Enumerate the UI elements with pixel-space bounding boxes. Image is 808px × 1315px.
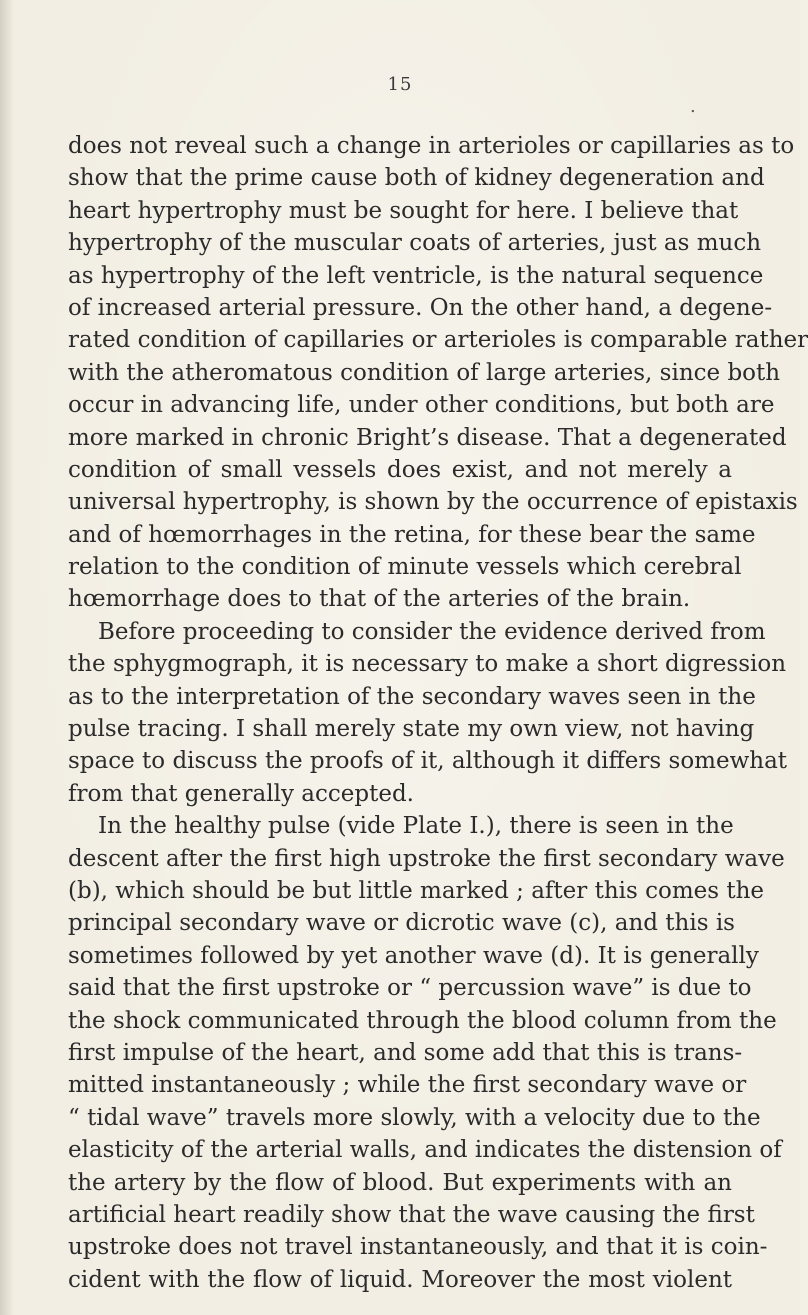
text-line: does not reveal such a change in arterioles or capillaries as to [68, 133, 795, 159]
text-line: space to discuss the proofs of it, although it differs somewhat [68, 748, 788, 775]
text-line: artificial heart readily show that the wave causing the first [68, 1201, 755, 1228]
text-line: and of hœmorrhages in the retina, for these bear the same [68, 521, 756, 548]
text-line: heart hypertrophy must be sought for here. I believe that [68, 197, 739, 224]
text-line: sometimes followed by yet another wave (d). It is generally [68, 942, 759, 969]
text-line: hœmorrhage does to that of the arteries of the brain. [68, 586, 691, 613]
text-line: upstroke does not travel instantaneously, and that it is coin- [68, 1234, 768, 1261]
text-line: elasticity of the arterial walls, and indicates the distension of [68, 1137, 782, 1164]
text-line: mitted instantaneously ; while the first secondary wave or [68, 1072, 747, 1099]
page-mark: . [690, 96, 696, 117]
text-line: rated condition of capillaries or arterioles is comparable rather [68, 327, 808, 354]
text-line: of increased arterial pressure. On the other hand, a degene- [68, 294, 773, 321]
text-line: with the atheromatous condition of large arteries, since both [68, 359, 781, 386]
text-line: show that the prime cause both of kidney degeneration and [68, 165, 765, 192]
text-line: the shock communicated through the blood column from the [68, 1007, 777, 1034]
text-line: pulse tracing. I shall merely state my own view, not having [68, 716, 755, 743]
text-line: cident with the flow of liquid. Moreover the most violent [68, 1266, 732, 1293]
body-text [68, 130, 808, 1296]
text-line: Before proceeding to consider the evidence derived from [98, 618, 766, 645]
text-line: condition of small vessels does exist, and not merely a [68, 456, 732, 483]
text-line: In the healthy pulse (vide Plate I.), there is seen in the [98, 813, 734, 840]
text-line: as to the interpretation of the secondary waves seen in the [68, 683, 756, 710]
text-line: universal hypertrophy, is shown by the occurrence of epistaxis [68, 489, 798, 516]
text-line: said that the first upstroke or “ percussion wave” is due to [68, 975, 752, 1002]
text-line: principal secondary wave or dicrotic wave (c), and this is [68, 910, 735, 937]
text-line: descent after the first high upstroke the first secondary wave [68, 845, 785, 872]
text-line: more marked in chronic Bright’s disease. That a degenerated [68, 424, 787, 451]
page-gutter-shadow [0, 0, 14, 1315]
text-line: relation to the condition of minute vessels which cerebral [68, 554, 742, 581]
text-line: from that generally accepted. [68, 780, 414, 807]
text-line: occur in advancing life, under other conditions, but both are [68, 392, 775, 419]
text-line: hypertrophy of the muscular coats of arteries, just as much [68, 230, 762, 257]
text-line: the artery by the flow of blood. But experiments with an [68, 1169, 732, 1196]
text-line: the sphygmograph, it is necessary to make a short digression [68, 651, 787, 678]
page-number: 15 [387, 74, 413, 95]
text-line: first impulse of the heart, and some add that this is trans- [68, 1039, 743, 1066]
text-line: as hypertrophy of the left ventricle, is the natural sequence [68, 262, 764, 289]
text-line: “ tidal wave” travels more slowly, with a velocity due to the [68, 1104, 761, 1131]
text-line: (b), which should be but little marked ; after this comes the [68, 877, 765, 904]
